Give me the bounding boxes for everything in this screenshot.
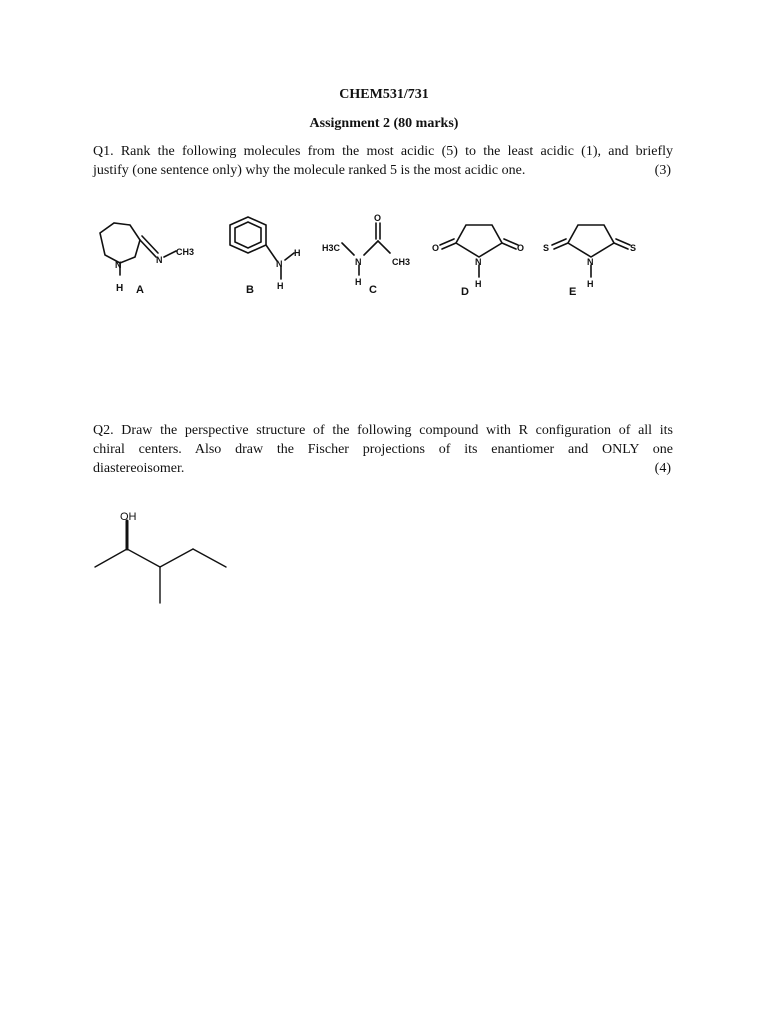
mol-c-group-left: H3C [322, 243, 341, 253]
mol-a-label: A [136, 284, 144, 296]
molecule-a-bonds [100, 223, 176, 275]
mol-a-n: N [115, 260, 122, 270]
course-code: CHEM531/731 [339, 87, 429, 102]
mol-d-label: D [461, 286, 469, 298]
q2-marks: (4) [654, 461, 671, 476]
mol-e-h: H [587, 279, 594, 289]
q2-line-3-row [93, 459, 673, 478]
q2-line-1: Q2. Draw the perspective structure of the following compound with R configuration of all its [93, 423, 673, 438]
oh-label: OH [120, 511, 137, 523]
q2-structure-figure [85, 505, 245, 615]
q1-line-2: justify (one sentence only) why the molecule ranked 5 is the most acidic one. [93, 163, 526, 178]
mol-a-group: CH3 [176, 247, 195, 257]
q1-molecules-figure [80, 205, 660, 305]
mol-c-n: N [355, 257, 362, 267]
mol-a-n2: N [156, 255, 163, 265]
mol-a-h: H [116, 283, 124, 294]
mol-d-h: H [475, 279, 482, 289]
question-2 [93, 421, 673, 478]
mol-b-label: B [246, 284, 254, 296]
question-1 [93, 142, 673, 180]
mol-e-s1: S [543, 243, 550, 253]
q2-line-3: diastereoisomer. [93, 461, 185, 476]
q1-line-1: Q1. Rank the following molecules from the most acidic (5) to the least acidic (1), and briefly [93, 144, 673, 159]
mol-e-label: E [569, 286, 577, 298]
molecule-e-bonds [552, 225, 630, 277]
mol-d-n: N [475, 257, 482, 267]
mol-e-s2: S [630, 243, 637, 253]
mol-d-o2: O [517, 243, 525, 253]
mol-c-group-right: CH3 [392, 257, 411, 267]
q1-line-2-row [93, 161, 673, 180]
mol-c-label: C [369, 284, 377, 296]
molecule-c-bonds [342, 223, 390, 275]
mol-e-n: N [587, 257, 594, 267]
mol-c-h: H [355, 277, 362, 287]
mol-b-n: N [276, 259, 283, 269]
molecule-b-bonds [230, 217, 294, 279]
mol-b-h1: H [294, 248, 301, 258]
q1-marks: (3) [654, 163, 671, 178]
q2-line-2: chiral centers. Also draw the Fischer projections of its enantiomer and ONLY one [93, 442, 673, 457]
molecule-d-bonds [440, 225, 518, 277]
mol-c-o: O [374, 213, 382, 223]
mol-b-h2: H [277, 281, 284, 291]
assignment-title: Assignment 2 (80 marks) [309, 116, 459, 131]
mol-d-o1: O [432, 243, 440, 253]
